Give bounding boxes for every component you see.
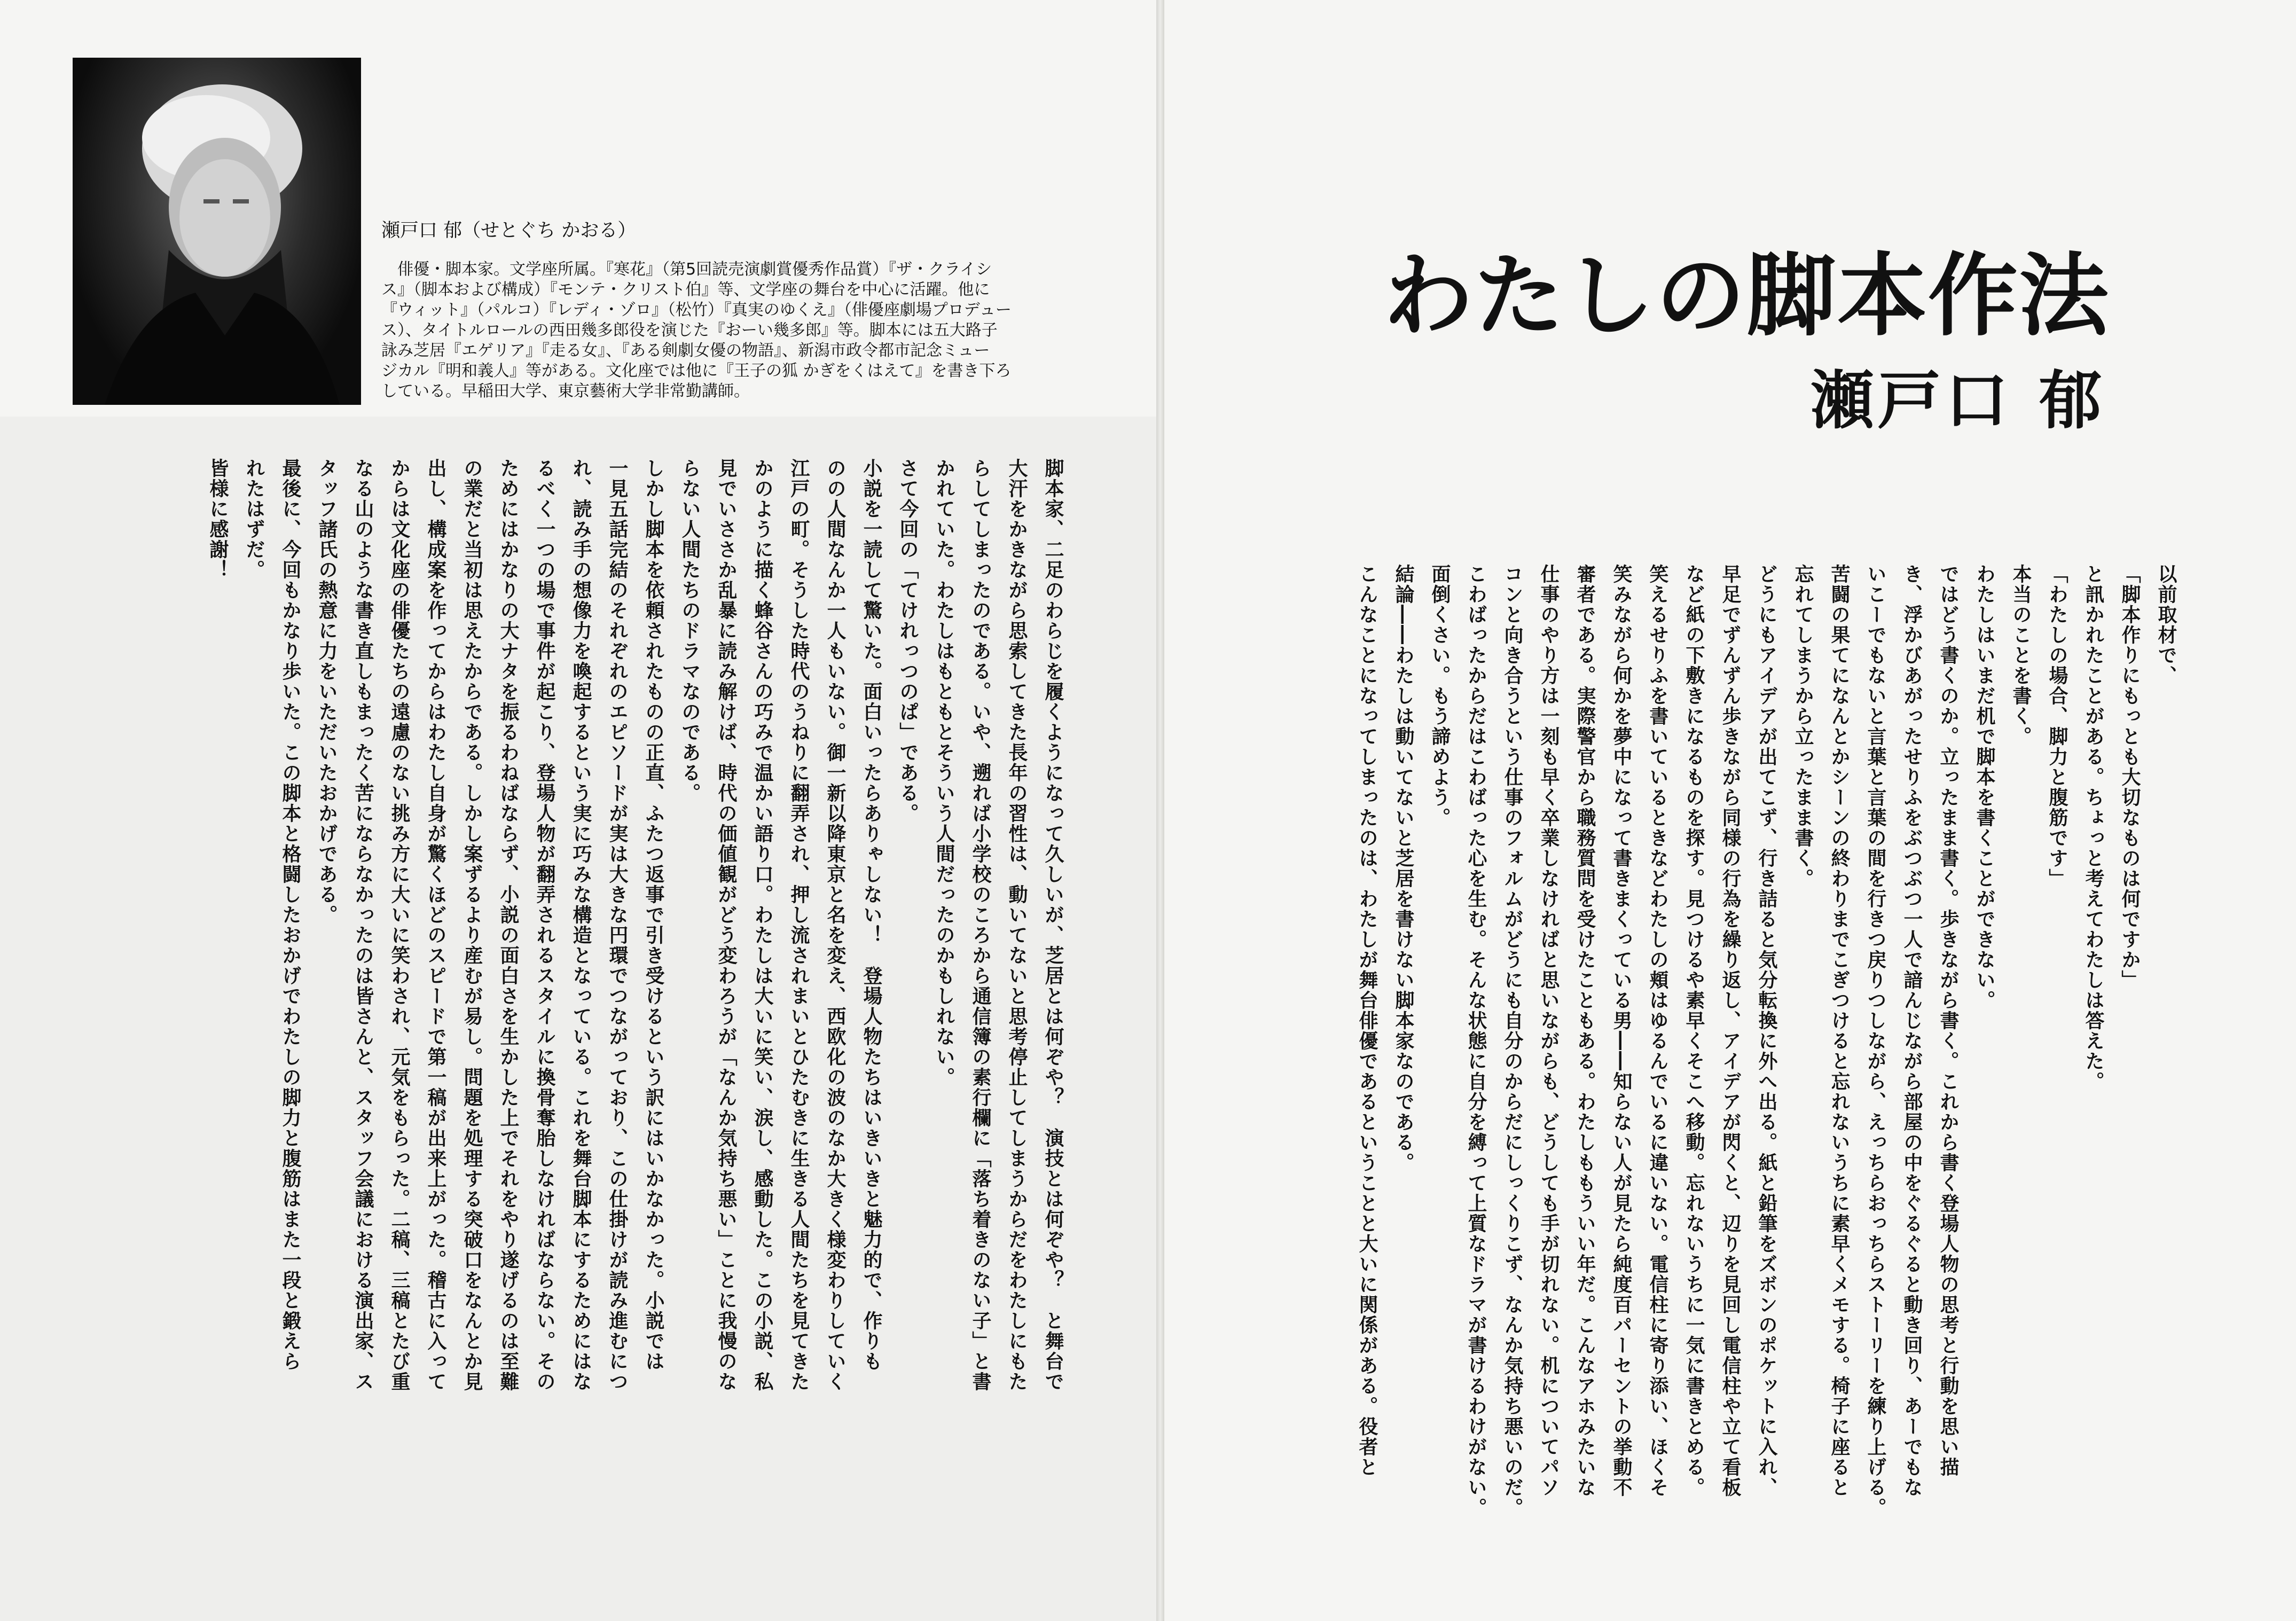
article-column: しかし脚本を依頼されたものの正直、ふたつ返事で引き受けるという訳にはいかなかった。小説では [642, 458, 664, 1372]
article-author: 瀬戸口 郁 [1811, 364, 2106, 437]
article-column: 早足でずんずん歩きながら同様の行為を繰り返し、アイデアが閃くと、辺りを見回し電信柱や立て看板 [1719, 564, 1741, 1498]
article-column: いこーでもないと言葉と言葉の間を行きつ戻りつしながら、えっちらおっちらストーリーを練り上げる。 [1864, 564, 1886, 1518]
article-column: 忘れてしまうから立ったまま書く。 [1792, 564, 1814, 889]
article-column: かれていた。わたしはもともとそういう人間だったのかもしれない。 [933, 458, 955, 1087]
article-column: さて今回の「てけれっつのぱ」である。 [897, 458, 919, 824]
article-column: 江戸の町。そうした時代のうねりに翻弄され、押し流されまいとひたむきに生きる人間たちを見てきた [788, 458, 810, 1392]
article-column: 苦闘の果てになんとかシーンの終わりまでこぎつけると忘れないうちに素早くメモする。椅子に座ると [1828, 564, 1850, 1498]
article-column: ではどう書くのか。立ったまま書く。歩きながら書く。これから書く登場人物の思考と行動を思い描 [1937, 564, 1959, 1477]
portrait-illustration [73, 58, 361, 405]
profile-bio-line: 『ウィット』（パルコ）『レディ・ゾロ』（松竹）『真実のゆくえ』（俳優座劇場プロデュー [381, 301, 1012, 319]
article-column: 一見五話完結のそれぞれのエピソードが実は大きな円環でつながっており、この仕掛けが読み進むにつ [606, 458, 628, 1392]
profile-bio-line: している。早稲田大学、東京藝術大学非常勤講師。 [381, 382, 750, 401]
article-column: 大汗をかきながら思索してきた長年の習性は、動いてないと思考停止してしまうからだをわたしにもた [1006, 458, 1028, 1392]
article-column: らしてしまったのである。いや、遡れば小学校のころから通信簿の素行欄に「落ち着きのない子」と書 [969, 458, 991, 1392]
article-column: れ、読み手の想像力を喚起するという実に巧みな構造となっている。これを舞台脚本にするためにはな [570, 458, 592, 1392]
article-column: など紙の下敷きになるものを探す。見つけるや素早くそこへ移動。忘れないうちに一気に書きとめる。 [1683, 564, 1705, 1498]
article-column: 「わたしの場合、脚力と腹筋です」 [2046, 564, 2068, 889]
article-column: なる山のような書き直しもまったく苦にならなかったのは皆さんと、スタッフ会議における演出家、ス [352, 458, 374, 1392]
article-column: 面倒くさい。もう諦めよう。 [1429, 564, 1451, 828]
article-column: れたはずだ。 [243, 458, 265, 580]
profile-bio-line: ス）、タイトルロールの西田幾多郎役を演じた『おーい幾多郎』等。脚本には五大路子 [381, 321, 998, 340]
profile-bio-line: 詠み芝居『エゲリア』『走る女』、『ある剣劇女優の物語』、新潟市政令都市記念ミュー [381, 341, 990, 360]
article-column: タッフ諸氏の熱意に力をいただいたおかげである。 [316, 458, 338, 925]
profile-bio-line: 俳優・脚本家。文学座所属。『寒花』（第5回読売演劇賞優秀作品賞）『ザ・クライシ [381, 260, 992, 279]
article-column: わたしはいまだ机で脚本を書くことができない。 [1973, 564, 1995, 1011]
article-title: わたしの脚本作法 [1383, 244, 2110, 348]
article-column: の業だと当初は思えたからである。しかし案ずるより産むが易し。問題を処理する突破口をなんとか見 [461, 458, 483, 1392]
article-column: 笑みながら何かを夢中になって書きまくっている男――知らない人が見たら純度百パーセントの挙動不 [1610, 564, 1632, 1498]
book-gutter [1156, 0, 1164, 1621]
article-column: 結論――わたしは動いてないと芝居を書けない脚本家なのである。 [1392, 564, 1414, 1173]
article-column: 皆様に感謝！ [207, 458, 229, 580]
article-column: こわばったからだはこわばった心を生む。そんな状態に自分を縛って上質なドラマが書けるわけがない。 [1465, 564, 1487, 1518]
article-column: 小説を一読して驚いた。面白いったらありゃしない！ 登場人物たちはいきいきと魅力的で、作りも [860, 458, 882, 1372]
article-column: 脚本家、二足のわらじを履くようになって久しいが、芝居とは何ぞや？ 演技とは何ぞや？ と舞台で [1042, 458, 1064, 1392]
article-column: コンと向き合うという仕事のフォルムがどうにも自分のからだにしっくりこず、なんか気持ち悪いのだ。 [1501, 564, 1523, 1518]
article-body-right [1349, 564, 2184, 1595]
profile-bio-line: ジカル『明和義人』等がある。文化座では他に『王子の狐 かぎをくはえて』を書き下ろ [381, 362, 1012, 380]
article-column: るべく一つの場で事件が起こり、登場人物が翻弄されるスタイルに換骨奪胎しなければならない。その [534, 458, 555, 1392]
article-column: 「脚本作りにもっとも大切なものは何ですか」 [2119, 564, 2141, 990]
article-body-left [199, 458, 1071, 1596]
article-column: 以前取材で、 [2155, 564, 2177, 686]
author-portrait [73, 58, 361, 405]
article-column: こんなことになってしまったのは、わたしが舞台俳優であるということと大いに関係がある。役者と [1356, 564, 1378, 1477]
article-column: らない人間たちのドラマなのである。 [679, 458, 701, 803]
article-column: かのように描く蜂谷さんの巧みで温かい語り口。わたしは大いに笑い、涙し、感動した。この小説、私 [751, 458, 773, 1392]
profile-name: 瀬戸口 郁（せとぐち かおる） [381, 220, 637, 241]
article-column: 最後に、今回もかなり歩いた。この脚本と格闘したおかげでわたしの脚力と腹筋はまた一段と鍛えら [279, 458, 301, 1372]
profile-bio-line: ス』（脚本および構成）『モンテ・クリスト伯』等、文学座の舞台を中心に活躍。他に [381, 280, 990, 299]
article-column: 笑えるせりふを書いているときなどわたしの頬はゆるんでいるに違いない。電信柱に寄り添い、ほくそ [1647, 564, 1668, 1498]
article-column: ためにはかなりの大ナタを振るわねばならず、小説の面白さを生かした上でそれをやり遂げるのは至難 [497, 458, 519, 1392]
article-column: 本当のことを書く。 [2010, 564, 2032, 747]
article-column: と訊かれたことがある。ちょっと考えてわたしは答えた。 [2082, 564, 2104, 1092]
article-column: 出し、構成案を作ってからはわたし自身が驚くほどのスピードで第一稿が出来上がった。稽古に入って [425, 458, 446, 1392]
article-column: 審者である。実際警官から職務質問を受けたこともある。わたしももういい年だ。こんなアホみたいな [1574, 564, 1596, 1498]
article-column: き、浮かびあがったせりふをぶつぶつ一人で諳んじながら部屋の中をぐるぐると動き回り、あーでもな [1901, 564, 1923, 1498]
article-column: からは文化座の俳優たちの遠慮のない挑み方に大いに笑わされ、元気をもらった。二稿、三稿とたび重 [388, 458, 410, 1392]
article-column: 仕事のやり方は一刻も早く卒業しなければと思いながらも、どうしても手が切れない。机についてパソ [1538, 564, 1560, 1498]
article-column: のの人間なんか一人もいない。御一新以降東京と名を変え、西欧化の波のなか大きく様変わりしていく [824, 458, 846, 1392]
article-column: どうにもアイデアが出てこず、行き詰ると気分転換に外へ出る。紙と鉛筆をズボンのポケットに入れ、 [1756, 564, 1777, 1498]
article-column: 見でいささか乱暴に読み解けば、時代の価値観がどう変わろうが「なんか気持ち悪い」ことに我慢のな [715, 458, 737, 1392]
